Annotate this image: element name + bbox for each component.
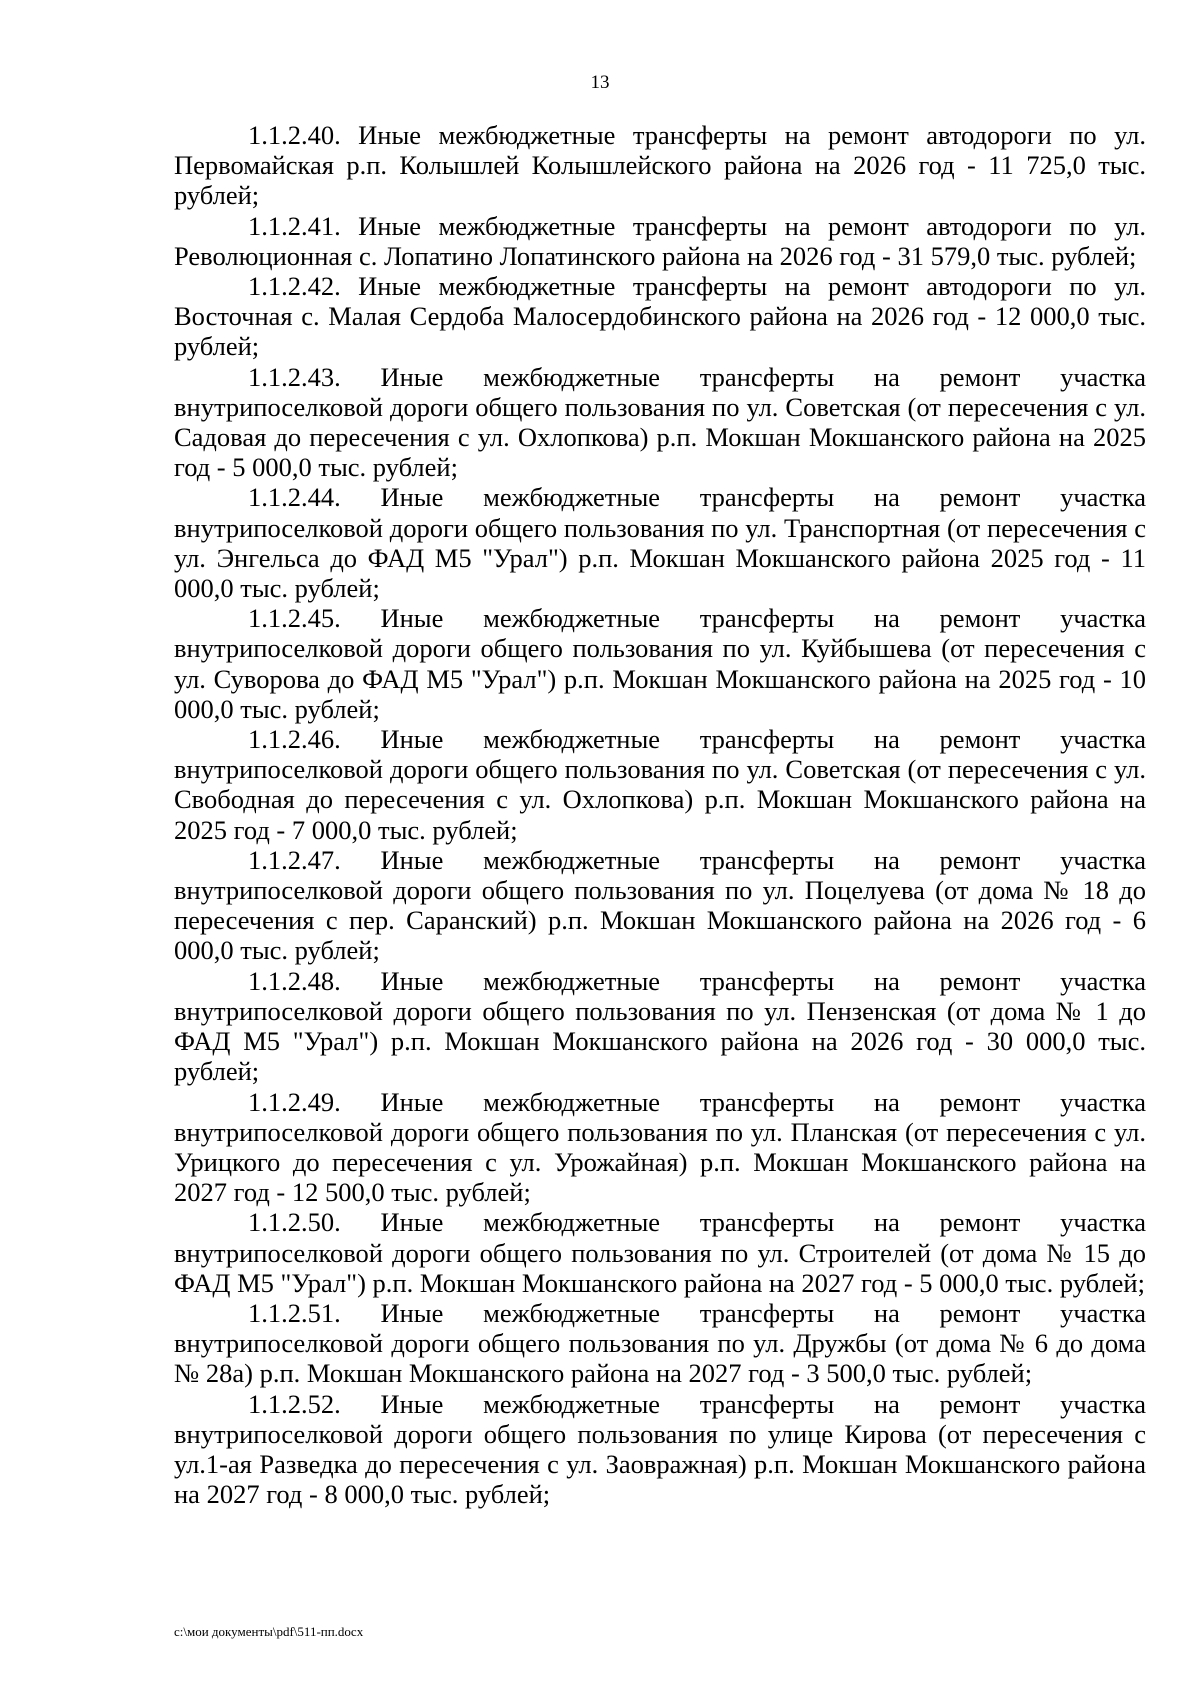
paragraph-1-1-2-45: 1.1.2.45. Иные межбюджетные трансферты на ремонт участка внутрипоселковой дороги общего пользования по ул. Куйбышева (от пересечения с ул. Суворова до ФАД М5 "Урал") р.п. Мокшан Мокшанского района на 2025 год - 10 000,0 тыс. рублей;	[174, 603, 1146, 724]
footer-file-path: c:\мои документы\pdf\511-пп.docx	[174, 1624, 364, 1639]
page-number: 13	[590, 72, 610, 93]
document-body	[174, 120, 1146, 1509]
paragraph-1-1-2-52: 1.1.2.52. Иные межбюджетные трансферты на ремонт участка внутрипоселковой дороги общего пользования по улице Кирова (от пересечения с ул.1-ая Разведка до пересечения с ул. Заовражная) р.п. Мокшан Мокшанского района на 2027 год - 8 000,0 тыс. рублей;	[174, 1388, 1146, 1510]
paragraph-1-1-2-40: 1.1.2.40. Иные межбюджетные трансферты на ремонт автодороги по ул. Первомайская р.п. Колышлей Колышлейского района на 2026 год - 11 725,0 тыс. рублей;	[174, 120, 1146, 211]
paragraph-1-1-2-50: 1.1.2.50. Иные межбюджетные трансферты на ремонт участка внутрипоселковой дороги общего пользования по ул. Строителей (от дома № 15 до ФАД М5 "Урал") р.п. Мокшан Мокшанского района на 2027 год - 5 000,0 тыс. рублей;	[174, 1207, 1146, 1298]
paragraph-1-1-2-51: 1.1.2.51. Иные межбюджетные трансферты на ремонт участка внутрипоселковой дороги общего пользования по ул. Дружбы (от дома № 6 до дома № 28а) р.п. Мокшан Мокшанского района на 2027 год - 3 500,0 тыс. рублей;	[174, 1297, 1146, 1389]
paragraph-1-1-2-48: 1.1.2.48. Иные межбюджетные трансферты на ремонт участка внутрипоселковой дороги общего пользования по ул. Пензенская (от дома № 1 до ФАД М5 "Урал") р.п. Мокшан Мокшанского района на 2026 год - 30 000,0 тыс. рублей;	[174, 965, 1146, 1087]
paragraph-1-1-2-44: 1.1.2.44. Иные межбюджетные трансферты на ремонт участка внутрипоселковой дороги общего пользования по ул. Транспортная (от пересечения с ул. Энгельса до ФАД М5 "Урал") р.п. Мокшан Мокшанского района 2025 год - 11 000,0 тыс. рублей;	[174, 482, 1146, 604]
paragraph-1-1-2-42: 1.1.2.42. Иные межбюджетные трансферты на ремонт автодороги по ул. Восточная с. Малая Сердоба Малосердобинского района на 2026 год - 12 000,0 тыс. рублей;	[174, 271, 1146, 362]
paragraph-1-1-2-46: 1.1.2.46. Иные межбюджетные трансферты на ремонт участка внутрипоселковой дороги общего пользования по ул. Советская (от пересечения с ул. Свободная до пересечения с ул. Охлопкова) р.п. Мокшан Мокшанского района на 2025 год - 7 000,0 тыс. рублей;	[174, 724, 1146, 845]
paragraph-1-1-2-41: 1.1.2.41. Иные межбюджетные трансферты на ремонт автодороги по ул. Революционная с. Лопатино Лопатинского района на 2026 год - 31 579,0 тыс. рублей;	[174, 210, 1146, 271]
paragraph-1-1-2-43: 1.1.2.43. Иные межбюджетные трансферты на ремонт участка внутрипоселковой дороги общего пользования по ул. Советская (от пересечения с ул. Садовая до пересечения с ул. Охлопкова) р.п. Мокшан Мокшанского района на 2025 год - 5 000,0 тыс. рублей;	[174, 361, 1146, 483]
paragraph-1-1-2-49: 1.1.2.49. Иные межбюджетные трансферты на ремонт участка внутрипоселковой дороги общего пользования по ул. Планская (от пересечения с ул. Урицкого до пересечения с ул. Урожайная) р.п. Мокшан Мокшанского района на 2027 год - 12 500,0 тыс. рублей;	[174, 1086, 1146, 1208]
paragraph-1-1-2-47: 1.1.2.47. Иные межбюджетные трансферты на ремонт участка внутрипоселковой дороги общего пользования по ул. Поцелуева (от дома № 18 до пересечения с пер. Саранский) р.п. Мокшан Мокшанского района на 2026 год - 6 000,0 тыс. рублей;	[174, 844, 1146, 966]
